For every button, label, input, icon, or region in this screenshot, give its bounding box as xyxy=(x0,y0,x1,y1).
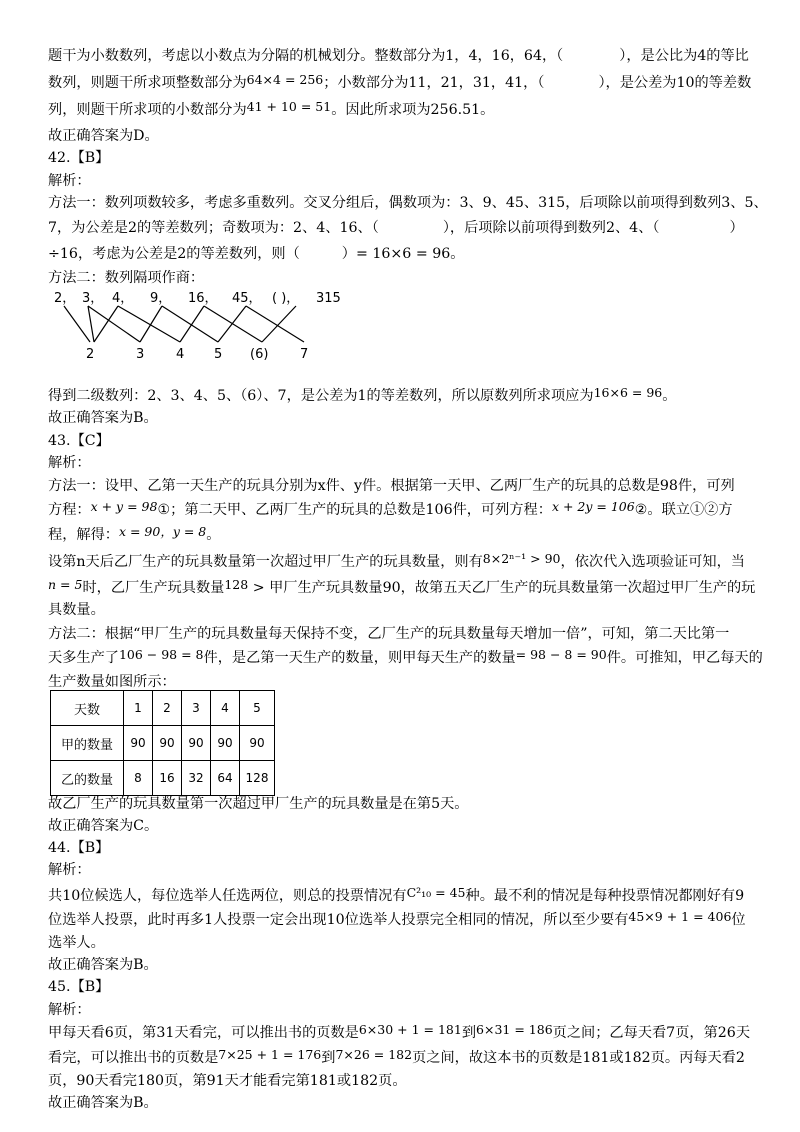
text-line: 得到二级数列：2、3、4、5、（6）、7，是公差为1的等差数列，所以原数列所求项应为16×6 = 96。 xyxy=(48,385,677,404)
diagram-ratio: 3 xyxy=(136,347,145,362)
question-number: 45.【B】 xyxy=(48,979,110,995)
table-cell: 天数 xyxy=(51,691,124,726)
question-number: 43.【C】 xyxy=(48,433,110,449)
text-line: 方法二：根据“甲厂生产的玩具数量每天保持不变，乙厂生产的玩具数量每天增加一倍”，可知，第二天比第一 xyxy=(48,626,730,642)
formula: x + 2y = 106 xyxy=(551,499,635,514)
table-cell: 乙的数量 xyxy=(51,761,124,796)
text-line: 方法一：设甲、乙第一天生产的玩具分别为x件、y件。根据第一天甲、乙两厂生产的玩具的总数是98件，可列 xyxy=(48,478,735,494)
text-line: ÷16，考虑为公差是2的等差数列，则（ ）= 16×6 = 96。 xyxy=(48,246,465,262)
text-line: 共10位候选人，每位选举人任选两位，则总的投票情况有C²₁₀ = 45种。最不利的情况是每种投票情况都刚好有9 xyxy=(48,885,745,904)
formula: 45×9 + 1 = 406 xyxy=(628,909,732,924)
table-cell: 90 xyxy=(153,726,182,761)
table-cell: 90 xyxy=(211,726,240,761)
table-cell: 64 xyxy=(211,761,240,796)
diagram-term: 2， xyxy=(54,292,76,306)
formula: 128 xyxy=(224,577,249,592)
diagram-term: 3， xyxy=(82,292,104,306)
text-line: 方法一：数列项数较多，考虑多重数列。交叉分组后，偶数项为：3、9、45、315，后项除以前项得到数列3、5、 xyxy=(48,195,768,211)
answer-line: 故正确答案为B。 xyxy=(48,410,158,426)
diagram-ratio: 5 xyxy=(214,347,223,362)
answer-line: 故正确答案为C。 xyxy=(48,818,159,834)
text-line: 题干为小数数列，考虑以小数点为分隔的机械划分。整数部分为1，4，16，64，（ ），是公比为4的等比 xyxy=(48,48,749,64)
table-cell: 90 xyxy=(182,726,211,761)
diagram-term: ( )， xyxy=(272,292,300,306)
table-row xyxy=(51,726,275,761)
diagram-lines xyxy=(54,292,354,362)
diagram-term: 16， xyxy=(188,292,218,306)
table-cell: 3 xyxy=(182,691,211,726)
table-row xyxy=(51,761,275,796)
diagram-ratio: 2 xyxy=(86,347,95,362)
text-line: 看完，可以推出书的页数是7×25 + 1 = 176到7×26 = 182页之间，故这本书的页数是181或182页。丙每天看2 xyxy=(48,1047,745,1066)
formula: = 98 − 8 = 90 xyxy=(515,647,607,662)
section-label: 解析： xyxy=(48,173,91,189)
table-cell: 1 xyxy=(124,691,153,726)
formula: 7×25 + 1 = 176 xyxy=(218,1047,322,1062)
text-line: 7，为公差是2的等差数列；奇数项为：2、4、16、（ ），后项除以前项得到数列2、4、（ ） xyxy=(48,220,744,236)
text-line: 选举人。 xyxy=(48,935,105,951)
table-cell: 2 xyxy=(153,691,182,726)
table-cell: 32 xyxy=(182,761,211,796)
text-line: 程，解得：x = 90，y = 8。 xyxy=(48,524,221,543)
text-line: 生产数量如图所示： xyxy=(48,674,176,690)
text-line: 页，90天看完180页，第91天才能看完第181或182页。 xyxy=(48,1073,407,1089)
diagram-term: 4， xyxy=(112,292,134,306)
text-line: n = 5时，乙厂生产玩具数量128 > 甲厂生产玩具数量90，故第五天乙厂生产的玩具数量第一次超过甲厂生产的玩 xyxy=(48,577,756,596)
answer-line: 故正确答案为B。 xyxy=(48,957,158,973)
production-table xyxy=(50,690,275,796)
table-cell: 16 xyxy=(153,761,182,796)
table-cell: 128 xyxy=(240,761,275,796)
text-line: 设第n天后乙厂生产的玩具数量第一次超过甲厂生产的玩具数量，则有8×2ⁿ⁻¹ > 90，依次代入选项验证可知，当 xyxy=(48,551,745,570)
table-cell: 8 xyxy=(124,761,153,796)
formula: 7×26 = 182 xyxy=(335,1047,413,1062)
formula: C²₁₀ = 45 xyxy=(406,885,466,900)
formula: 6×30 + 1 = 181 xyxy=(358,1022,462,1037)
formula: x + y = 98 xyxy=(90,499,158,514)
diagram-ratio: 7 xyxy=(300,347,309,362)
table-cell: 甲的数量 xyxy=(51,726,124,761)
formula: 16×6 = 96 xyxy=(593,385,663,400)
formula: x = 90，y = 8 xyxy=(118,524,207,539)
diagram-term: 45， xyxy=(232,292,262,306)
formula: 106 − 98 = 8 xyxy=(118,647,204,662)
formula: 6×31 = 186 xyxy=(476,1022,553,1037)
diagram-term: 315 xyxy=(316,292,341,306)
text-line: 列，则题干所求项的小数部分为41 + 10 = 51。因此所求项为256.51。 xyxy=(48,99,495,118)
question-number: 44.【B】 xyxy=(48,840,110,856)
formula: n = 5 xyxy=(48,577,83,592)
formula: 41 + 10 = 51 xyxy=(246,99,332,114)
text-line: 故乙厂生产的玩具数量第一次超过甲厂生产的玩具数量是在第5天。 xyxy=(48,796,469,812)
formula: 8×2ⁿ⁻¹ > 90 xyxy=(482,551,561,566)
answer-line: 故正确答案为D。 xyxy=(48,128,159,144)
diagram-term: 9， xyxy=(150,292,172,306)
text-line: 数列，则题干所求项整数部分为64×4 = 256；小数部分为11，21，31，41，（ ），是公差为10的等差数 xyxy=(48,72,752,91)
table-cell: 90 xyxy=(124,726,153,761)
text-line: 方程：x + y = 98①；第二天甲、乙两厂生产的玩具的总数是106件，可列方程：x + 2y = 106②。联立①②方 xyxy=(48,499,733,518)
diagram-ratio: (6) xyxy=(250,347,269,362)
text-line: 位选举人投票，此时再多1人投票一定会出现10位选举人投票完全相同的情况，所以至少要有45×9 + 1 = 406位 xyxy=(48,909,746,928)
section-label: 解析： xyxy=(48,1002,91,1018)
section-label: 解析： xyxy=(48,455,91,471)
sequence-diagram xyxy=(54,292,354,362)
text-line: 天多生产了106 − 98 = 8件，是乙第一天生产的数量，则甲每天生产的数量= 98 − 8 = 90件。可推知，甲乙每天的 xyxy=(48,647,763,666)
text-line: 方法二：数列隔项作商： xyxy=(48,270,205,286)
text-line: 甲每天看6页，第31天看完，可以推出书的页数是6×30 + 1 = 181到6×31 = 186页之间；乙每天看7页，第26天 xyxy=(48,1022,751,1041)
text-line: 具数量。 xyxy=(48,602,105,618)
question-number: 42.【B】 xyxy=(48,150,110,166)
answer-line: 故正确答案为B。 xyxy=(48,1095,158,1111)
table-cell: 4 xyxy=(211,691,240,726)
table-cell: 90 xyxy=(240,726,275,761)
table-cell: 5 xyxy=(240,691,275,726)
table-row xyxy=(51,691,275,726)
diagram-ratio: 4 xyxy=(176,347,185,362)
section-label: 解析： xyxy=(48,862,91,878)
formula: 64×4 = 256 xyxy=(246,72,324,87)
